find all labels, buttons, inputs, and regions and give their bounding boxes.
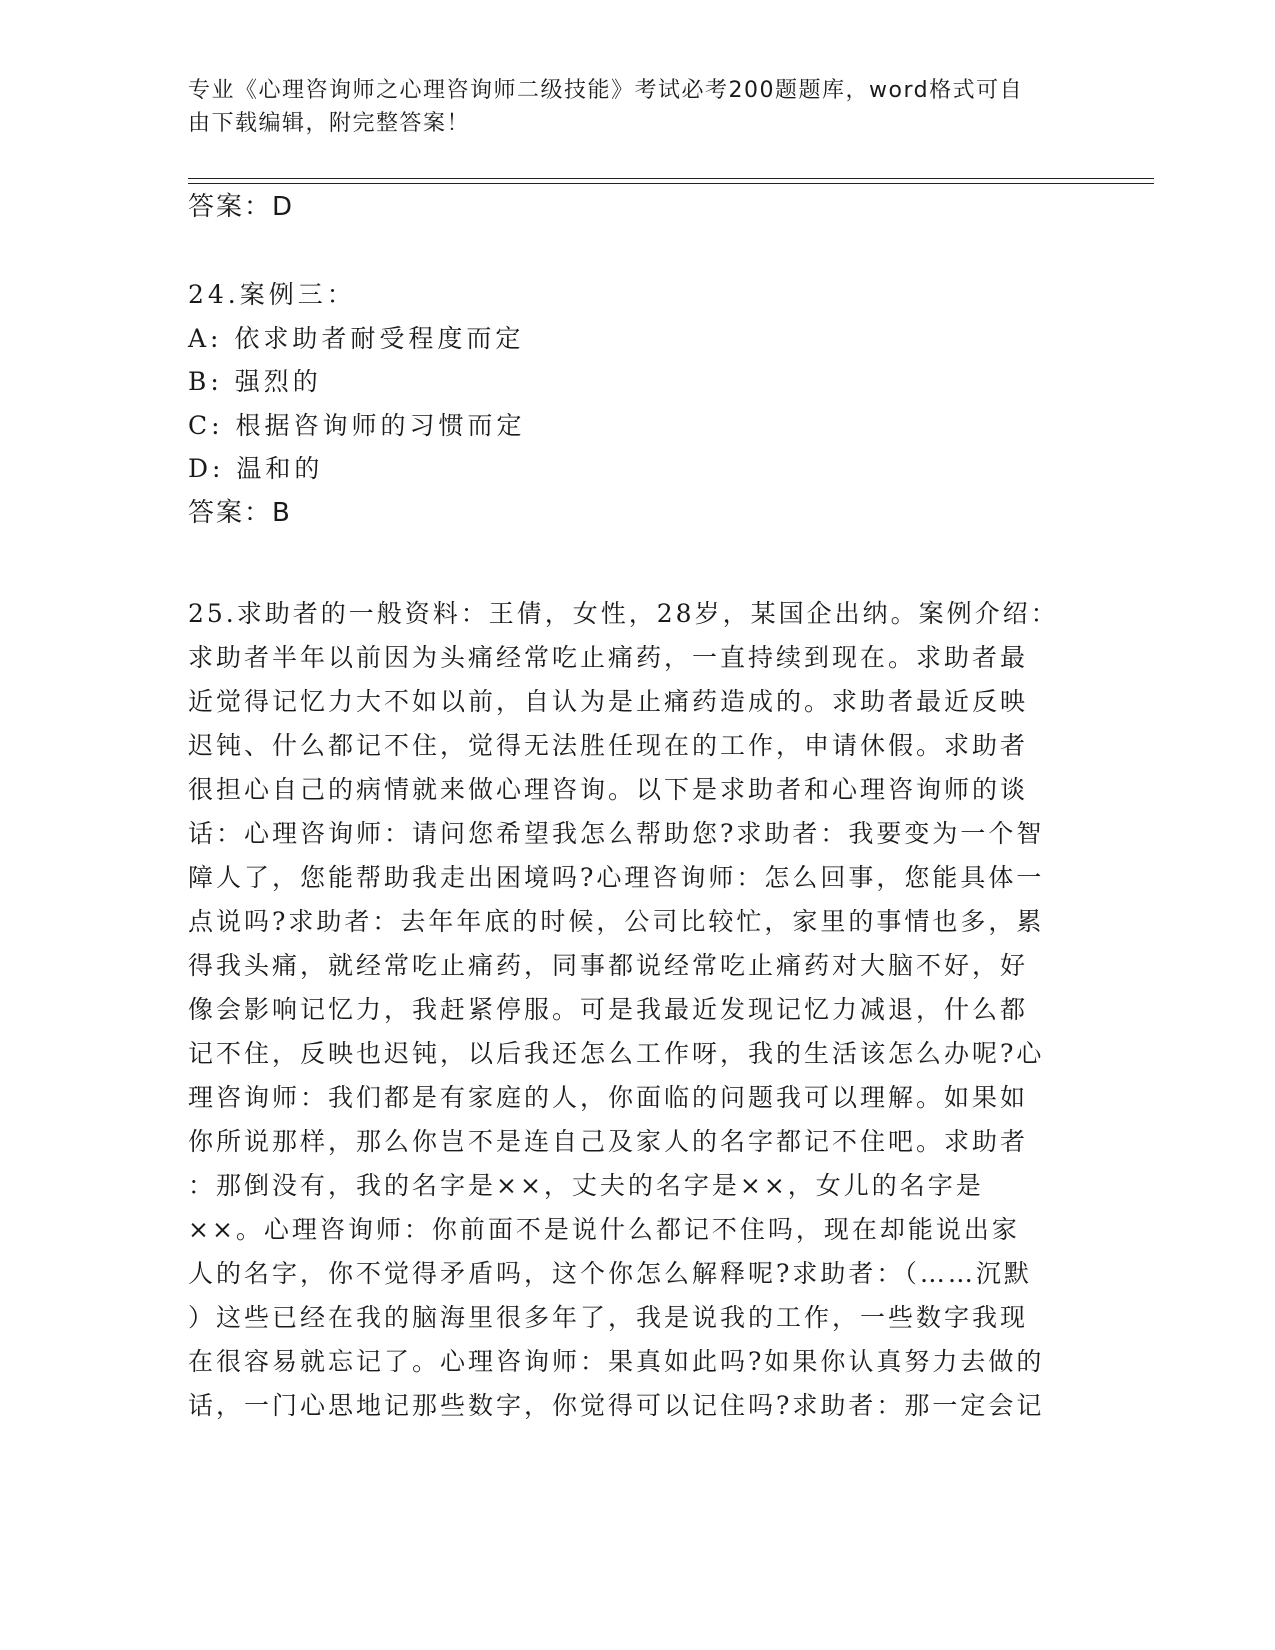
paragraph-line: 25.求助者的一般资料：王倩，女性，28岁，某国企出纳。案例介绍： [188, 599, 1059, 628]
header-divider-top [188, 178, 1154, 179]
paragraph-line: 求助者半年以前因为头痛经常吃止痛药，一直持续到现在。求助者最 [188, 643, 1029, 672]
header-divider-bottom [188, 183, 1154, 184]
paragraph-line: ）这些已经在我的脑海里很多年了，我是说我的工作，一些数字我现 [188, 1303, 1029, 1332]
header-line-2: 由下载编辑，附完整答案！ [188, 111, 471, 136]
paragraph-line: ：那倒没有，我的名字是××，丈夫的名字是××，女儿的名字是 [188, 1171, 984, 1200]
paragraph-line: 你所说那样，那么你岂不是连自己及家人的名字都记不住吧。求助者 [188, 1127, 1029, 1156]
option-d: D: 温和的 [188, 454, 324, 483]
paragraph-line: 迟钝、什么都记不住，觉得无法胜任现在的工作，申请休假。求助者 [188, 731, 1029, 760]
document-header [188, 74, 1068, 140]
option-b: B: 强烈的 [188, 367, 322, 396]
paragraph-line: 点说吗?求助者：去年年底的时候，公司比较忙，家里的事情也多，累 [188, 907, 1045, 936]
paragraph-line: 在很容易就忘记了。心理咨询师：果真如此吗?如果你认真努力去做的 [188, 1347, 1045, 1376]
answer-q23: 答案：D [188, 192, 295, 222]
option-c: C: 根据咨询师的习惯而定 [188, 411, 526, 440]
question-24-title: 24.案例三： [188, 280, 356, 309]
paragraph-line: ××。心理咨询师：你前面不是说什么都记不住吗，现在却能说出家 [188, 1215, 1020, 1244]
paragraph-line: 近觉得记忆力大不如以前，自认为是止痛药造成的。求助者最近反映 [188, 687, 1029, 716]
paragraph-line: 得我头痛，就经常吃止痛药，同事都说经常吃止痛药对大脑不好，好 [188, 951, 1029, 980]
paragraph-line: 像会影响记忆力，我赶紧停服。可是我最近发现记忆力减退，什么都 [188, 995, 1029, 1024]
paragraph-line: 话：心理咨询师：请问您希望我怎么帮助您?求助者：我要变为一个智 [188, 819, 1045, 848]
answer-q24: 答案：B [188, 498, 292, 528]
paragraph-line: 很担心自己的病情就来做心理咨询。以下是求助者和心理咨询师的谈 [188, 775, 1029, 804]
paragraph-line: 人的名字，你不觉得矛盾吗，这个你怎么解释呢?求助者：（……沉默 [188, 1259, 1032, 1288]
paragraph-line: 障人了，您能帮助我走出困境吗?心理咨询师：怎么回事，您能具体一 [188, 863, 1045, 892]
paragraph-line: 理咨询师：我们都是有家庭的人，你面临的问题我可以理解。如果如 [188, 1083, 1029, 1112]
header-line-1: 专业《心理咨询师之心理咨询师二级技能》考试必考200题题库，word格式可自 [188, 78, 1024, 103]
paragraph-line: 话，一门心思地记那些数字，你觉得可以记住吗?求助者：那一定会记 [188, 1391, 1045, 1420]
option-a: A: 依求助者耐受程度而定 [188, 324, 525, 353]
paragraph-line: 记不住，反映也迟钝，以后我还怎么工作呀，我的生活该怎么办呢?心 [188, 1039, 1045, 1068]
